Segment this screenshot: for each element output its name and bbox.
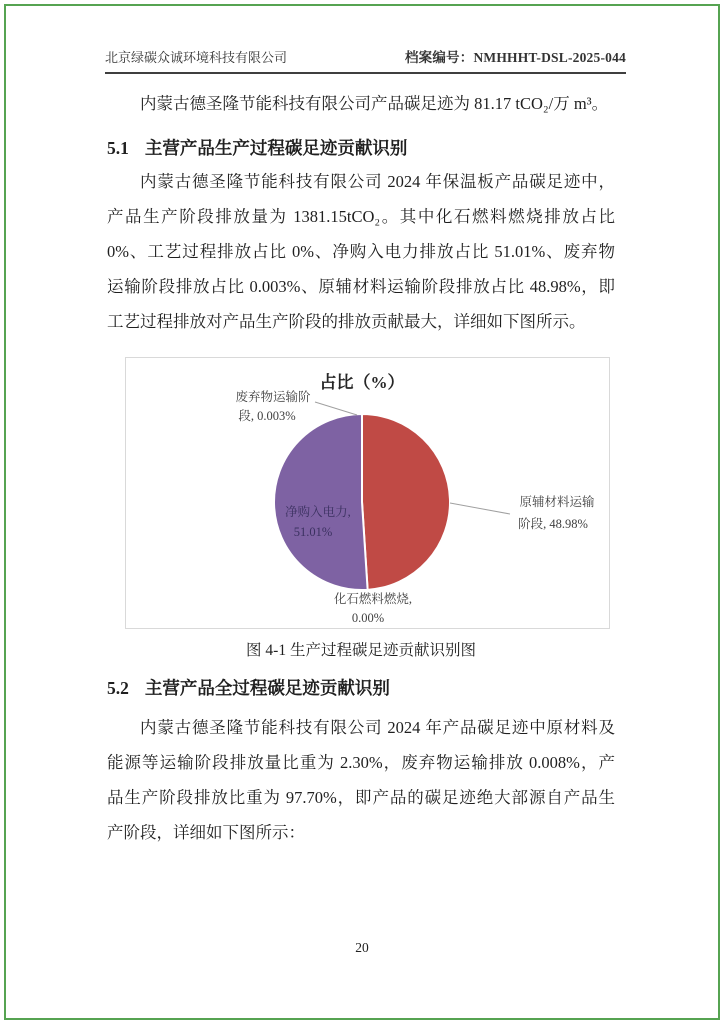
label-electricity-line1: 净购入电力, <box>285 505 351 519</box>
label-raw-materials-line1: 原辅材料运输 <box>519 495 595 509</box>
section-5-1-title: 主营产品生产过程碳足迹贡献识别 <box>144 138 408 158</box>
file-number-label: 档案编号： <box>404 50 474 65</box>
section-5-1-number: 5.1 <box>107 138 129 158</box>
pie-chart-svg <box>126 358 609 628</box>
label-waste-line2: 段, 0.003% <box>238 409 296 423</box>
paragraph-line: 内蒙古德圣隆节能科技有限公司 2024 年保温板产品碳足迹中， <box>140 172 615 191</box>
chart-title: 占比（%） <box>319 373 405 392</box>
label-fossil-line1: 化石燃料燃烧, <box>333 592 413 606</box>
paragraph-line: 产品生产阶段排放量为 1381.15tCO₂。其中化石燃料燃烧排放占比 <box>107 207 615 226</box>
section-5-1-paragraph <box>107 164 615 339</box>
section-5-2-heading <box>107 676 615 700</box>
paragraph-line: 能源等运输阶段排放量比重为 2.30%，废弃物运输排放 0.008%，产 <box>107 753 615 772</box>
page-number: 20 <box>355 940 369 955</box>
section-5-1-heading <box>107 136 615 160</box>
paragraph-line: 工艺过程排放对产品生产阶段的排放贡献最大，详细如下图所示。 <box>107 312 586 331</box>
page-header <box>105 46 626 74</box>
leader-line-raw-materials <box>450 503 510 514</box>
pie-chart-figure <box>125 357 610 629</box>
intro-paragraph: 内蒙古德圣隆节能科技有限公司产品碳足迹为 81.17 tCO₂/万 m³。 <box>140 94 609 113</box>
section-5-2-paragraph <box>107 710 615 850</box>
header-file-number <box>405 46 626 66</box>
file-number-value: NMHHHT-DSL-2025-044 <box>473 50 626 65</box>
pie-slice-electricity <box>274 414 368 590</box>
section-5-2-title: 主营产品全过程碳足迹贡献识别 <box>144 678 390 698</box>
section-5-2-number: 5.2 <box>107 678 129 698</box>
paragraph-line: 内蒙古德圣隆节能科技有限公司 2024 年产品碳足迹中原材料及 <box>140 718 615 737</box>
pie-slice-raw-materials <box>362 414 450 590</box>
header-company: 北京绿碳众诚环境科技有限公司 <box>105 50 288 65</box>
leader-line-waste <box>315 402 357 415</box>
figure-caption: 图 4-1 生产过程碳足迹贡献识别图 <box>246 642 476 659</box>
paragraph-line: 运输阶段排放占比 0.003%、原辅材料运输阶段排放占比 48.98%，即 <box>107 277 615 296</box>
paragraph-line: 产阶段，详细如下图所示： <box>107 823 305 842</box>
paragraph-line: 0%、工艺过程排放占比 0%、净购入电力排放占比 51.01%、废弃物 <box>107 242 615 261</box>
paragraph-line: 品生产阶段排放比重为 97.70%，即产品的碳足迹绝大部源自产品生 <box>107 788 615 807</box>
label-fossil-line2: 0.00% <box>351 611 385 625</box>
label-waste-line1: 废弃物运输阶 <box>235 390 311 404</box>
label-electricity-line2: 51.01% <box>293 525 333 539</box>
label-raw-materials-line2: 阶段, 48.98% <box>518 517 588 531</box>
